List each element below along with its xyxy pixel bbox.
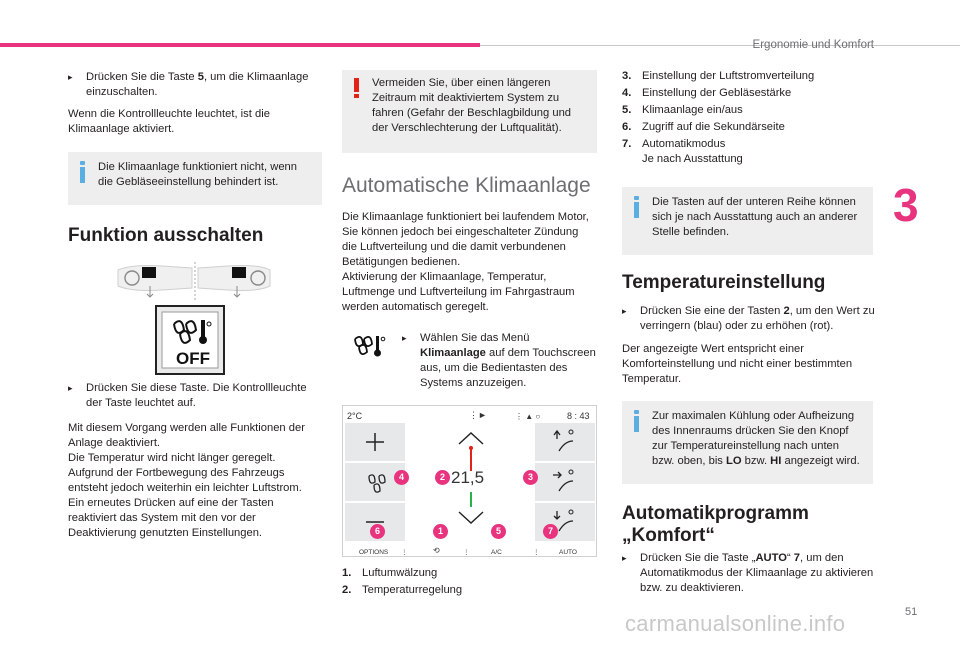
header-rule bbox=[480, 45, 960, 46]
callout-3: 3 bbox=[523, 470, 538, 485]
heading-off: Funktion ausschalten bbox=[68, 225, 264, 246]
list-item: 1. Luftumwälzung bbox=[342, 567, 438, 579]
callout-5: 5 bbox=[491, 524, 506, 539]
screen-menu-icon: ⋮► bbox=[469, 410, 487, 420]
bullet-ac-on: ▸ Drücken Sie die Taste 5, um die Klimaanlage einzuschalten. bbox=[68, 71, 309, 98]
header-accent-bar bbox=[0, 43, 480, 47]
bullet-temp-buttons: ▸ Drücken Sie eine der Tasten 2, um den Wert zu verringern (blau) oder zu erhöhen (rot). bbox=[622, 305, 875, 332]
recirculation-plus-button[interactable] bbox=[345, 423, 405, 461]
callout-list-1 bbox=[342, 566, 592, 600]
heading-auto-program: Automatikprogramm „Komfort“ bbox=[622, 503, 809, 546]
outside-temp: 2°C bbox=[347, 411, 363, 421]
section-title: Ergonomie und Komfort bbox=[752, 39, 874, 51]
options-button[interactable]: OPTIONS bbox=[359, 549, 389, 556]
airflow-face-button[interactable] bbox=[535, 463, 595, 501]
climate-touchscreen bbox=[342, 405, 597, 557]
info-icon bbox=[632, 410, 641, 432]
ac-button[interactable]: A/C bbox=[491, 549, 502, 556]
info-box: Die Klimaanlage funktioniert nicht, wenn die Gebläseeinstellung behindert ist. bbox=[68, 152, 322, 205]
bullet-press-off: ▸ Drücken Sie diese Taste. Die Kontrollleuchte der Taste leuchtet auf. bbox=[68, 382, 307, 409]
callout-4: 4 bbox=[394, 470, 409, 485]
heading-temperature: Temperatureinstellung bbox=[622, 272, 826, 293]
page-number: 51 bbox=[905, 606, 918, 618]
bullet-marker-icon: ▸ bbox=[68, 383, 73, 393]
recirculation-icon[interactable]: ⟲ bbox=[433, 546, 440, 555]
divider-icon: ⋮ bbox=[533, 549, 540, 556]
info-box: Die Tasten auf der unteren Reihe können sich je nach Ausstattung auch an anderer Stelle befinden. bbox=[622, 187, 873, 255]
list-item: 2. Temperaturregelung bbox=[342, 584, 463, 596]
callout-list-2 bbox=[622, 69, 877, 169]
list-item: 5. Klimaanlage ein/aus bbox=[622, 104, 743, 116]
list-item: 6. Zugriff auf die Sekundärseite bbox=[622, 121, 785, 133]
temp-up-chevron-icon[interactable] bbox=[455, 430, 487, 446]
screen-status-bar bbox=[343, 406, 596, 422]
bullet-marker-icon: ▸ bbox=[622, 553, 627, 563]
info-icon bbox=[632, 196, 641, 218]
temp-bar-dot bbox=[469, 446, 473, 450]
list-item: 3. Einstellung der Luftstromverteilung bbox=[622, 70, 815, 82]
status-icons: ⋮ ▲ ○ bbox=[515, 412, 541, 421]
airflow-windscreen-button[interactable] bbox=[535, 423, 595, 461]
para-temp-value: Der angezeigte Wert entspricht einer Komforteinstellung und nicht einer bestimmten Temperatur. bbox=[622, 343, 853, 385]
climate-menu-icon bbox=[352, 334, 388, 358]
list-item: 7. Automatikmodus Je nach Ausstattung bbox=[622, 138, 743, 165]
warning-box: Vermeiden Sie, über einen längeren Zeitraum mit deaktiviertem System zu fahren (Gefahr der Beschlagbildung und der Verschlechterung der Luftqualität). bbox=[342, 70, 597, 153]
bullet-auto: ▸ Drücken Sie die Taste „AUTO“ 7, um den Automatikmodus der Klimaanlage zu aktivieren bzw. zu deaktivieren. bbox=[622, 552, 874, 594]
screen-bottom-bar bbox=[343, 542, 596, 556]
bullet-marker-icon: ▸ bbox=[622, 306, 627, 316]
auto-button[interactable]: AUTO bbox=[559, 549, 577, 556]
info-box: Zur maximalen Kühlung oder Aufheizung des Innenraums drücken Sie den Knopf zur Temperatureinstellung nach unten bzw. oben, bis LO bzw. HI angezeigt wird. bbox=[622, 401, 873, 484]
info-icon bbox=[78, 161, 87, 183]
list-item: 4. Einstellung der Gebläsestärke bbox=[622, 87, 792, 99]
chapter-number: 3 bbox=[893, 179, 919, 231]
temp-down-chevron-icon[interactable] bbox=[455, 510, 487, 526]
bullet-marker-icon: ▸ bbox=[68, 72, 73, 82]
screen-clock: 8 : 43 bbox=[567, 411, 590, 421]
para-indicator: Wenn die Kontrollleuchte leuchtet, ist die Klimaanlage aktiviert. bbox=[68, 108, 270, 135]
temperature-display: 21,5 bbox=[451, 468, 485, 487]
divider-icon: ⋮ bbox=[401, 549, 408, 556]
divider-icon: ⋮ bbox=[463, 549, 470, 556]
para-auto-climate: Die Klimaanlage funktioniert bei laufendem Motor, Sie können jedoch bei eingeschalteter Zündung die Luftverteilung und die damit verbundenen Betätigungen bedienen. Aktivierung der Klimaanlage, Temperatur, Luftmenge und Luftverteilung im Fahrgastraum werden automatisch geregelt. bbox=[342, 211, 589, 313]
off-label: OFF bbox=[176, 349, 210, 368]
warning-icon bbox=[354, 78, 360, 100]
heading-auto-climate: Automatische Klimaanlage bbox=[342, 174, 591, 197]
callout-7: 7 bbox=[543, 524, 558, 539]
callout-1: 1 bbox=[433, 524, 448, 539]
bullet-select-menu: ▸ Wählen Sie das Menü Klimaanlage auf dem Touchscreen aus, um die Bedientasten des Systems anzuzeigen. bbox=[402, 332, 596, 389]
bullet-marker-icon: ▸ bbox=[402, 333, 407, 343]
callout-2: 2 bbox=[435, 470, 450, 485]
callout-6: 6 bbox=[370, 524, 385, 539]
watermark: carmanualsonline.info bbox=[625, 611, 846, 636]
para-off-explain: Mit diesem Vorgang werden alle Funktionen der Anlage deaktiviert. Die Temperatur wird nicht länger geregelt. Aufgrund der Fortbewegung des Fahrzeugs entsteht jedoch weiterhin ein leichter Luftstrom. Ein erneutes Drücken auf eine der Tasten reaktiviert das System mit den vor der Deaktivierung genutzten Einstellungen. bbox=[68, 422, 305, 539]
temp-bar-green bbox=[470, 492, 472, 507]
